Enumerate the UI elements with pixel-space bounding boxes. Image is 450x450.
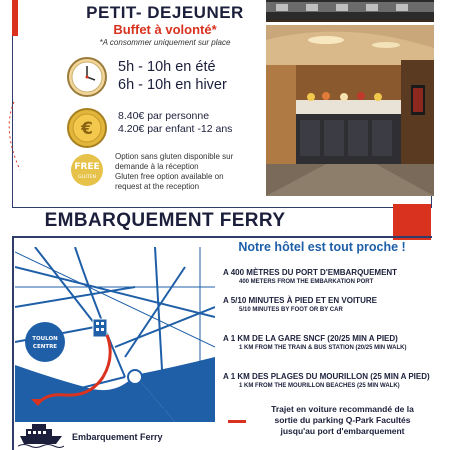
map-label-line1: TOULON [32, 336, 58, 342]
gluten-line: Option sans gluten disponible sur [115, 152, 234, 161]
free-badge-sub: GLUTEN [77, 175, 97, 180]
buffet-subtitle: Buffet à volonté* [113, 22, 217, 37]
distance-item [223, 334, 435, 352]
hours-summer: 5h - 10h en été [118, 59, 216, 75]
hotel-nearby-heading: Notre hôtel est tout proche ! [238, 240, 406, 254]
gluten-free-badge-icon [70, 153, 104, 187]
distance-item [223, 268, 435, 286]
price-adult: 8.40€ par personne [118, 110, 210, 122]
hotel-building-icon [93, 319, 107, 337]
price-child: 4.20€ par enfant -12 ans [118, 123, 233, 135]
ferry-ship-icon [18, 420, 64, 448]
distance-fr: A 1 KM DES PLAGES DU MOURILLON (25 MIN A PIED) [223, 372, 430, 381]
section-left-border [12, 236, 14, 450]
distance-en: 1 KM FROM THE TRAIN & BUS STATION (20/25 MIN WALK) [239, 345, 407, 351]
gluten-line: request at the reception [115, 182, 200, 191]
route-line: Trajet en voiture recommandé de la [271, 404, 414, 414]
distance-fr: A 1 KM DE LA GARE SNCF (20/25 MIN A PIED) [223, 334, 398, 343]
distance-item [223, 372, 435, 390]
map-label-line2: CENTRE [32, 344, 58, 350]
ferry-embarkation-label: Embarquement Ferry [72, 432, 163, 442]
euro-coin-icon [66, 107, 108, 149]
route-legend-line [228, 420, 246, 423]
route-line: sortie du parking Q-Park Facultés [274, 415, 411, 425]
free-badge-text: FREE [74, 162, 100, 172]
distance-item [223, 296, 435, 314]
breakfast-room-photo [266, 0, 434, 196]
red-accent-block [393, 204, 431, 240]
hours-winter: 6h - 10h en hiver [118, 77, 227, 93]
distance-fr: A 400 MÈTRES DU PORT D'EMBARQUEMENT [223, 268, 398, 277]
red-decorative-curve [0, 100, 40, 210]
euro-symbol: € [81, 119, 93, 139]
clock-icon [66, 56, 108, 98]
gluten-info [115, 152, 265, 192]
opening-hours [118, 58, 278, 94]
distance-fr: A 5/10 MINUTES À PIED ET EN VOITURE [223, 296, 377, 305]
gluten-line: demande à la réception [115, 162, 199, 171]
gluten-line: Gluten free option available on [115, 172, 224, 181]
route-line: jusqu'au port d'embarquement [280, 426, 405, 436]
distance-en: 1 KM FROM THE MOURILLON BEACHES (25 MIN WALK) [239, 383, 400, 389]
distance-en: 400 METERS FROM THE EMBARKATION PORT [239, 279, 374, 285]
breakfast-title: PETIT- DEJEUNER [86, 3, 244, 22]
distance-en: 5/10 MINUTES BY FOOT OR BY CAR [239, 307, 343, 313]
ferry-section-title: EMBARQUEMENT FERRY [44, 210, 286, 231]
on-site-note: *A consommer uniquement sur place [99, 38, 231, 47]
route-legend-text [250, 404, 435, 437]
location-map [15, 247, 215, 422]
red-accent-bar [12, 0, 18, 36]
prices [118, 110, 278, 136]
section-divider [12, 236, 432, 238]
